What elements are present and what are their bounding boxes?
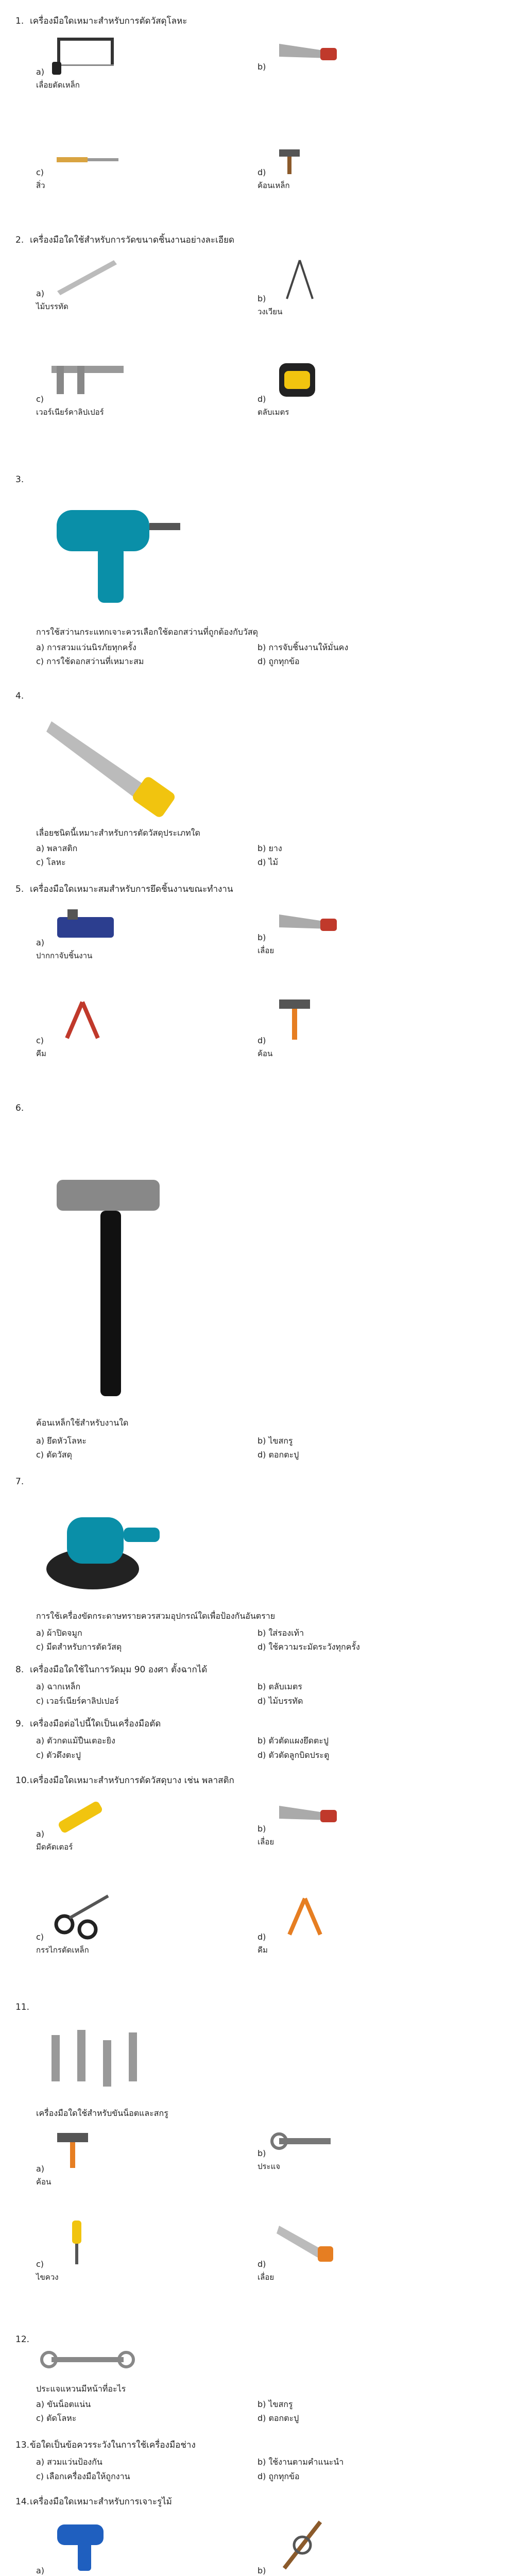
option-b[interactable] <box>258 255 331 318</box>
option-caption: ค้อน <box>258 1049 273 1058</box>
option-d[interactable] <box>258 144 336 192</box>
option-c[interactable] <box>36 2215 108 2283</box>
handsaw-icon <box>36 711 191 824</box>
question-9 <box>15 1718 500 1733</box>
option-label: a) <box>36 2164 45 2174</box>
scissors-icon <box>46 1888 118 1940</box>
question-6 <box>15 1103 500 1117</box>
vise-icon <box>47 904 124 945</box>
question-text: เครื่องมือใดเหมาะสำหรับการตัดวัสดุโลหะ <box>30 16 187 26</box>
option-a[interactable]: a) สวมแว่นป้องกัน <box>36 2457 102 2467</box>
hammer-icon <box>269 992 336 1043</box>
question-text: ค้อนเหล็กใช้สำหรับงานใด <box>36 1418 129 1428</box>
option-b[interactable]: b) ตลับเมตร <box>258 1682 302 1691</box>
question-number: 2. <box>15 235 24 245</box>
option-c[interactable]: c) ตัดโลหะ <box>36 2413 77 2423</box>
screws-icon <box>36 2020 170 2102</box>
option-c[interactable]: c) ตัวดึงตะปู <box>36 1750 81 1760</box>
option-caption: วงเวียน <box>258 307 283 316</box>
question-11 <box>15 2002 500 2016</box>
option-d[interactable]: d) ไม้บรรทัด <box>258 1696 303 1706</box>
hammer-icon <box>47 2125 114 2172</box>
question-text: เครื่องมือใดเหมาะสำหรับการเจาะรูไม้ <box>30 2497 172 2507</box>
question-number: 9. <box>15 1719 24 1729</box>
option-label: a) <box>36 289 45 298</box>
option-a[interactable]: a) ฉากเหล็ก <box>36 1682 81 1691</box>
drill-icon <box>47 2517 119 2573</box>
option-caption: กรรไกรตัดเหล็ก <box>36 1945 89 1955</box>
option-a[interactable]: a) ผ้าปิดจมูก <box>36 1628 82 1638</box>
option-b[interactable]: b) ใส่รองเท้า <box>258 1628 304 1638</box>
option-d[interactable]: d) ใช้ความระมัดระวังทุกครั้ง <box>258 1642 360 1652</box>
question-text: ข้อใดเป็นข้อควรระวังในการใช้เครื่องมือช่าง <box>30 2440 196 2450</box>
option-caption: เลื่อย <box>258 1837 274 1846</box>
option-label: b) <box>258 1824 266 1834</box>
question-image <box>36 711 191 826</box>
claw-hammer-icon <box>46 1175 180 1401</box>
hand-drill-icon <box>269 2517 336 2573</box>
question-text: เครื่องมือใดใช้ในการวัดมุม 90 องศา ตั้งฉากได้ <box>30 1665 208 1675</box>
option-d[interactable]: d) ถูกทุกข้อ <box>258 656 300 666</box>
question-number: 11. <box>15 2002 30 2012</box>
question-text: การใช้สว่านกระแทกเจาะควรเลือกใช้ดอกสว่านที่ถูกต้องกับวัสดุ <box>36 627 259 637</box>
option-caption: ไขควง <box>36 2273 59 2282</box>
option-d[interactable] <box>258 992 336 1060</box>
pliers-icon <box>46 992 113 1043</box>
question-number: 13. <box>15 2440 30 2450</box>
chisel-icon <box>46 144 124 175</box>
question-image <box>36 2347 139 2375</box>
option-label: d) <box>258 1932 266 1942</box>
option-c[interactable]: c) การใช้ดอกสว่านที่เหมาะสม <box>36 656 144 666</box>
option-caption: สิ่ว <box>36 181 45 190</box>
option-b[interactable] <box>258 2125 341 2173</box>
option-label: b) <box>258 62 266 72</box>
question-5 <box>15 884 500 899</box>
question-text: เครื่องมือใดใช้สำหรับขันน็อตและสกรู <box>36 2108 168 2118</box>
option-b[interactable] <box>258 2517 336 2576</box>
option-label: a) <box>36 938 45 947</box>
option-label: a) <box>36 1829 45 1839</box>
question-3 <box>15 474 500 489</box>
question-image <box>46 1175 180 1403</box>
question-number: 6. <box>15 1103 24 1113</box>
option-b[interactable] <box>258 1795 341 1848</box>
option-a[interactable] <box>36 1795 119 1853</box>
option-caption: เลื่อย <box>258 946 274 955</box>
option-c[interactable]: c) ตัดวัสดุ <box>36 1450 73 1460</box>
option-caption: ไม้บรรทัด <box>36 302 68 311</box>
question-number: 3. <box>15 474 24 485</box>
question-14 <box>15 2496 500 2511</box>
option-caption: ประแจ <box>258 2162 281 2171</box>
screwdriver-icon <box>46 2215 108 2267</box>
question-text: เครื่องมือต่อไปนี้ใดเป็นเครื่องมือตัด <box>30 1719 161 1729</box>
option-caption: เลื่อยตัดเหล็ก <box>36 80 80 90</box>
saw-icon <box>269 1795 341 1832</box>
option-a[interactable]: a) ตัวกดแม้ปืนเตอะยิง <box>36 1736 115 1745</box>
option-caption: คีม <box>36 1049 46 1058</box>
option-label: b) <box>258 2566 266 2575</box>
option-b[interactable] <box>258 33 341 72</box>
option-label: d) <box>258 2259 266 2269</box>
option-label: d) <box>258 167 266 177</box>
question-number: 5. <box>15 884 24 894</box>
question-number: 1. <box>15 16 24 26</box>
option-c[interactable] <box>36 355 129 418</box>
question-text: เครื่องมือใดเหมาะสำหรับการตัดวัสดุบาง เช่น พลาสติก <box>30 1775 234 1786</box>
option-label: c) <box>36 1932 44 1942</box>
question-2 <box>15 234 500 249</box>
question-image <box>36 495 191 620</box>
question-number: 12. <box>15 2334 30 2345</box>
question-number: 8. <box>15 1665 24 1675</box>
option-label: b) <box>258 294 266 303</box>
saw-icon <box>269 904 341 940</box>
wrench-icon <box>269 2125 341 2156</box>
option-label: d) <box>258 1036 266 1045</box>
option-b[interactable]: b) ยาง <box>258 843 282 853</box>
option-d[interactable] <box>258 1888 336 1956</box>
hammer-icon <box>269 144 336 175</box>
option-b[interactable]: b) ใช้งานตามคำแนะนำ <box>258 2457 344 2467</box>
question-image <box>36 2020 170 2104</box>
orbital-sander-icon <box>36 1497 170 1600</box>
option-a[interactable]: a) พลาสติก <box>36 843 78 853</box>
question-text: การใช้เครื่องขัดกระดาษทรายควรสวมอุปกรณ์ใดเพื่อป้องกันอันตราย <box>36 1611 276 1621</box>
question-image <box>36 1497 170 1602</box>
question-number: 7. <box>15 1477 24 1487</box>
drill-icon <box>36 495 191 618</box>
question-number: 14. <box>15 2497 30 2507</box>
option-b[interactable]: b) ไขสกรู <box>258 1436 293 1446</box>
option-c[interactable]: c) เวอร์เนียร์คาลิปเปอร์ <box>36 1696 119 1706</box>
option-caption: เวอร์เนียร์คาลิปเปอร์ <box>36 408 104 417</box>
question-number: 4. <box>15 691 24 701</box>
option-label: c) <box>36 394 44 404</box>
option-d[interactable]: d) ไม้ <box>258 857 279 867</box>
option-b[interactable]: b) ไขสกรู <box>258 2399 293 2409</box>
option-label: c) <box>36 1036 44 1045</box>
option-b[interactable]: b) การจับชิ้นงานให้มั่นคง <box>258 642 349 652</box>
option-caption: ค้อนเหล็ก <box>258 181 290 190</box>
option-caption: ปากกาจับชิ้นงาน <box>36 951 93 960</box>
option-caption: มีดคัตเตอร์ <box>36 1842 73 1852</box>
option-label: a) <box>36 67 45 77</box>
option-c[interactable]: c) โลหะ <box>36 857 66 867</box>
option-d[interactable] <box>258 355 331 418</box>
question-10 <box>15 1775 500 1790</box>
question-1 <box>15 15 500 30</box>
question-text: เครื่องมือใดใช้สำหรับการวัดขนาดชิ้นงานอย่างละเอียด <box>30 235 235 245</box>
option-a[interactable] <box>36 2517 119 2576</box>
option-c[interactable] <box>36 992 113 1060</box>
option-caption: คีม <box>258 1945 268 1955</box>
option-d[interactable] <box>258 2215 341 2283</box>
option-label: a) <box>36 2566 45 2575</box>
pliers-icon <box>269 1888 336 1940</box>
option-d[interactable]: d) ตัวตัดลูกบิดประตู <box>258 1750 330 1760</box>
question-text: เครื่องมือใดเหมาะสมสำหรับการยึดชิ้นงานขณะทำงาน <box>30 884 233 894</box>
option-caption: ตลับเมตร <box>258 408 289 417</box>
question-text: เลื่อยชนิดนี้เหมาะสำหรับการตัดวัสดุประเภทใด <box>36 828 200 838</box>
tape-measure-icon <box>269 355 331 402</box>
compass-icon <box>269 255 331 301</box>
question-text: ประแจแหวนมีหน้าที่อะไร <box>36 2384 126 2394</box>
saw-icon <box>269 33 341 70</box>
option-d[interactable]: d) ถูกทุกข้อ <box>258 2471 300 2481</box>
option-a[interactable]: a) ยึดหัวโลหะ <box>36 1436 87 1446</box>
option-a[interactable] <box>36 255 124 313</box>
option-caption: เลื่อย <box>258 2273 274 2282</box>
option-b[interactable] <box>258 904 341 957</box>
option-label: c) <box>36 2259 44 2269</box>
saw-icon <box>269 2215 341 2267</box>
option-c[interactable]: c) เลือกเครื่องมือให้ถูกงาน <box>36 2471 130 2481</box>
option-c[interactable] <box>36 1888 118 1956</box>
option-caption: ค้อน <box>36 2177 52 2187</box>
option-label: b) <box>258 933 266 942</box>
cutter-knife-icon <box>47 1795 119 1837</box>
option-d[interactable]: d) ตอกตะปู <box>258 1450 299 1460</box>
option-label: b) <box>258 2148 266 2158</box>
option-a[interactable] <box>36 33 124 91</box>
option-a[interactable]: a) การสวมแว่นนิรภัยทุกครั้ง <box>36 642 136 652</box>
question-number: 10. <box>15 1775 30 1786</box>
vernier-caliper-icon <box>46 355 129 402</box>
option-a[interactable] <box>36 2125 114 2188</box>
option-a[interactable]: a) ขันน็อตแน่น <box>36 2399 91 2409</box>
option-d[interactable]: d) ตอกตะปู <box>258 2413 299 2423</box>
option-c[interactable] <box>36 144 124 192</box>
option-b[interactable]: b) ตัวตัดแผงยึดตะปู <box>258 1736 329 1745</box>
question-8 <box>15 1664 500 1679</box>
option-label: c) <box>36 167 44 177</box>
option-a[interactable] <box>36 904 124 962</box>
question-4 <box>15 690 500 705</box>
option-c[interactable]: c) มีดสำหรับการตัดวัสดุ <box>36 1642 122 1652</box>
ruler-icon <box>47 255 124 296</box>
question-13 <box>15 2439 500 2454</box>
hacksaw-icon <box>47 33 124 75</box>
ring-wrench-icon <box>36 2347 139 2372</box>
question-7 <box>15 1476 500 1491</box>
option-label: d) <box>258 394 266 404</box>
